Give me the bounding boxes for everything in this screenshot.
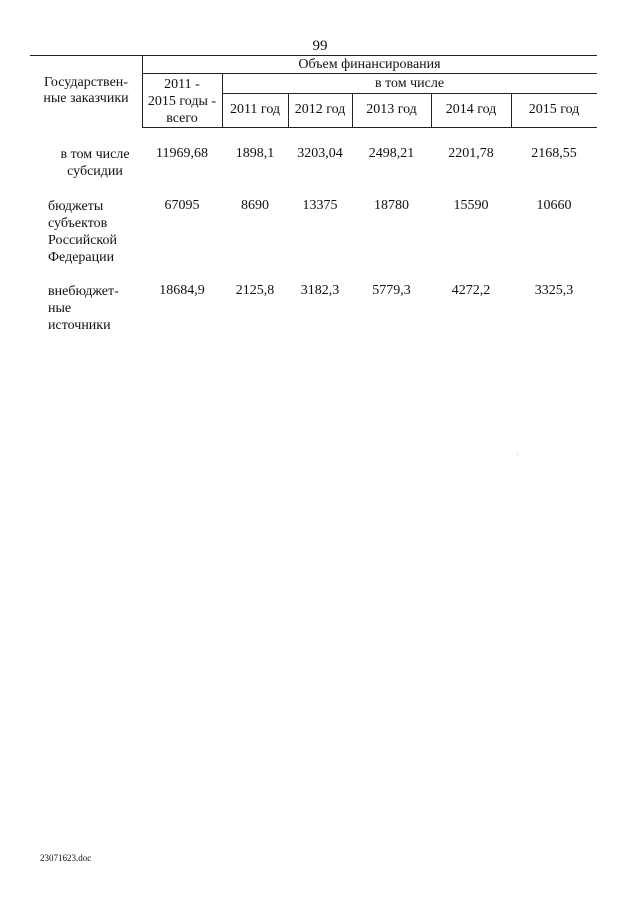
- header-including: в том числе: [374, 76, 445, 91]
- header-bottom-rule: [142, 127, 597, 128]
- header-customers: Государствен- ные заказчики: [43, 75, 129, 106]
- row-value-2013: 2498,21: [368, 146, 415, 161]
- page-number: 99: [312, 38, 328, 54]
- scan-speck: [517, 454, 518, 455]
- header-year-2011: 2011 год: [229, 102, 281, 117]
- table-top-rule: [30, 55, 597, 56]
- row-value-2013: 18780: [374, 198, 409, 213]
- footer-filename: 23071623.doc: [40, 853, 92, 863]
- row-value-2011: 2125,8: [235, 283, 275, 298]
- row-value-2011: 8690: [241, 198, 269, 213]
- row-value-2013: 5779,3: [372, 283, 411, 298]
- header-year-2015: 2015 год: [528, 102, 580, 117]
- row-value-2012: 13375: [302, 198, 338, 213]
- row-value-2015: 3325,3: [534, 283, 574, 298]
- header-year-2012: 2012 год: [294, 102, 346, 117]
- row-label: в том числе субсидии: [60, 147, 130, 179]
- row-total: 11969,68: [156, 146, 208, 161]
- row-value-2015: 2168,55: [531, 146, 577, 161]
- header-year-2014: 2014 год: [445, 102, 497, 117]
- row-value-2014: 15590: [453, 198, 489, 213]
- row-label: внебюджет- ные источники: [48, 284, 119, 333]
- row-value-2011: 1898,1: [235, 146, 275, 161]
- row-value-2015: 10660: [536, 198, 572, 213]
- row-value-2014: 4272,2: [451, 283, 491, 298]
- funding-table: [30, 55, 597, 345]
- header-total: 2011 - 2015 годы - всего: [147, 77, 217, 126]
- header-funding: Объем финансирования: [298, 57, 441, 72]
- row-label: бюджеты субъектов Российской Федерации: [48, 199, 117, 265]
- row-value-2014: 2201,78: [448, 146, 494, 161]
- row-total: 67095: [164, 198, 200, 213]
- row-value-2012: 3203,04: [297, 146, 343, 161]
- row-value-2012: 3182,3: [300, 283, 340, 298]
- including-header-rule: [222, 93, 597, 94]
- funding-header-rule: [142, 73, 597, 74]
- row-total: 18684,9: [159, 283, 205, 298]
- header-year-2013: 2013 год: [366, 102, 417, 117]
